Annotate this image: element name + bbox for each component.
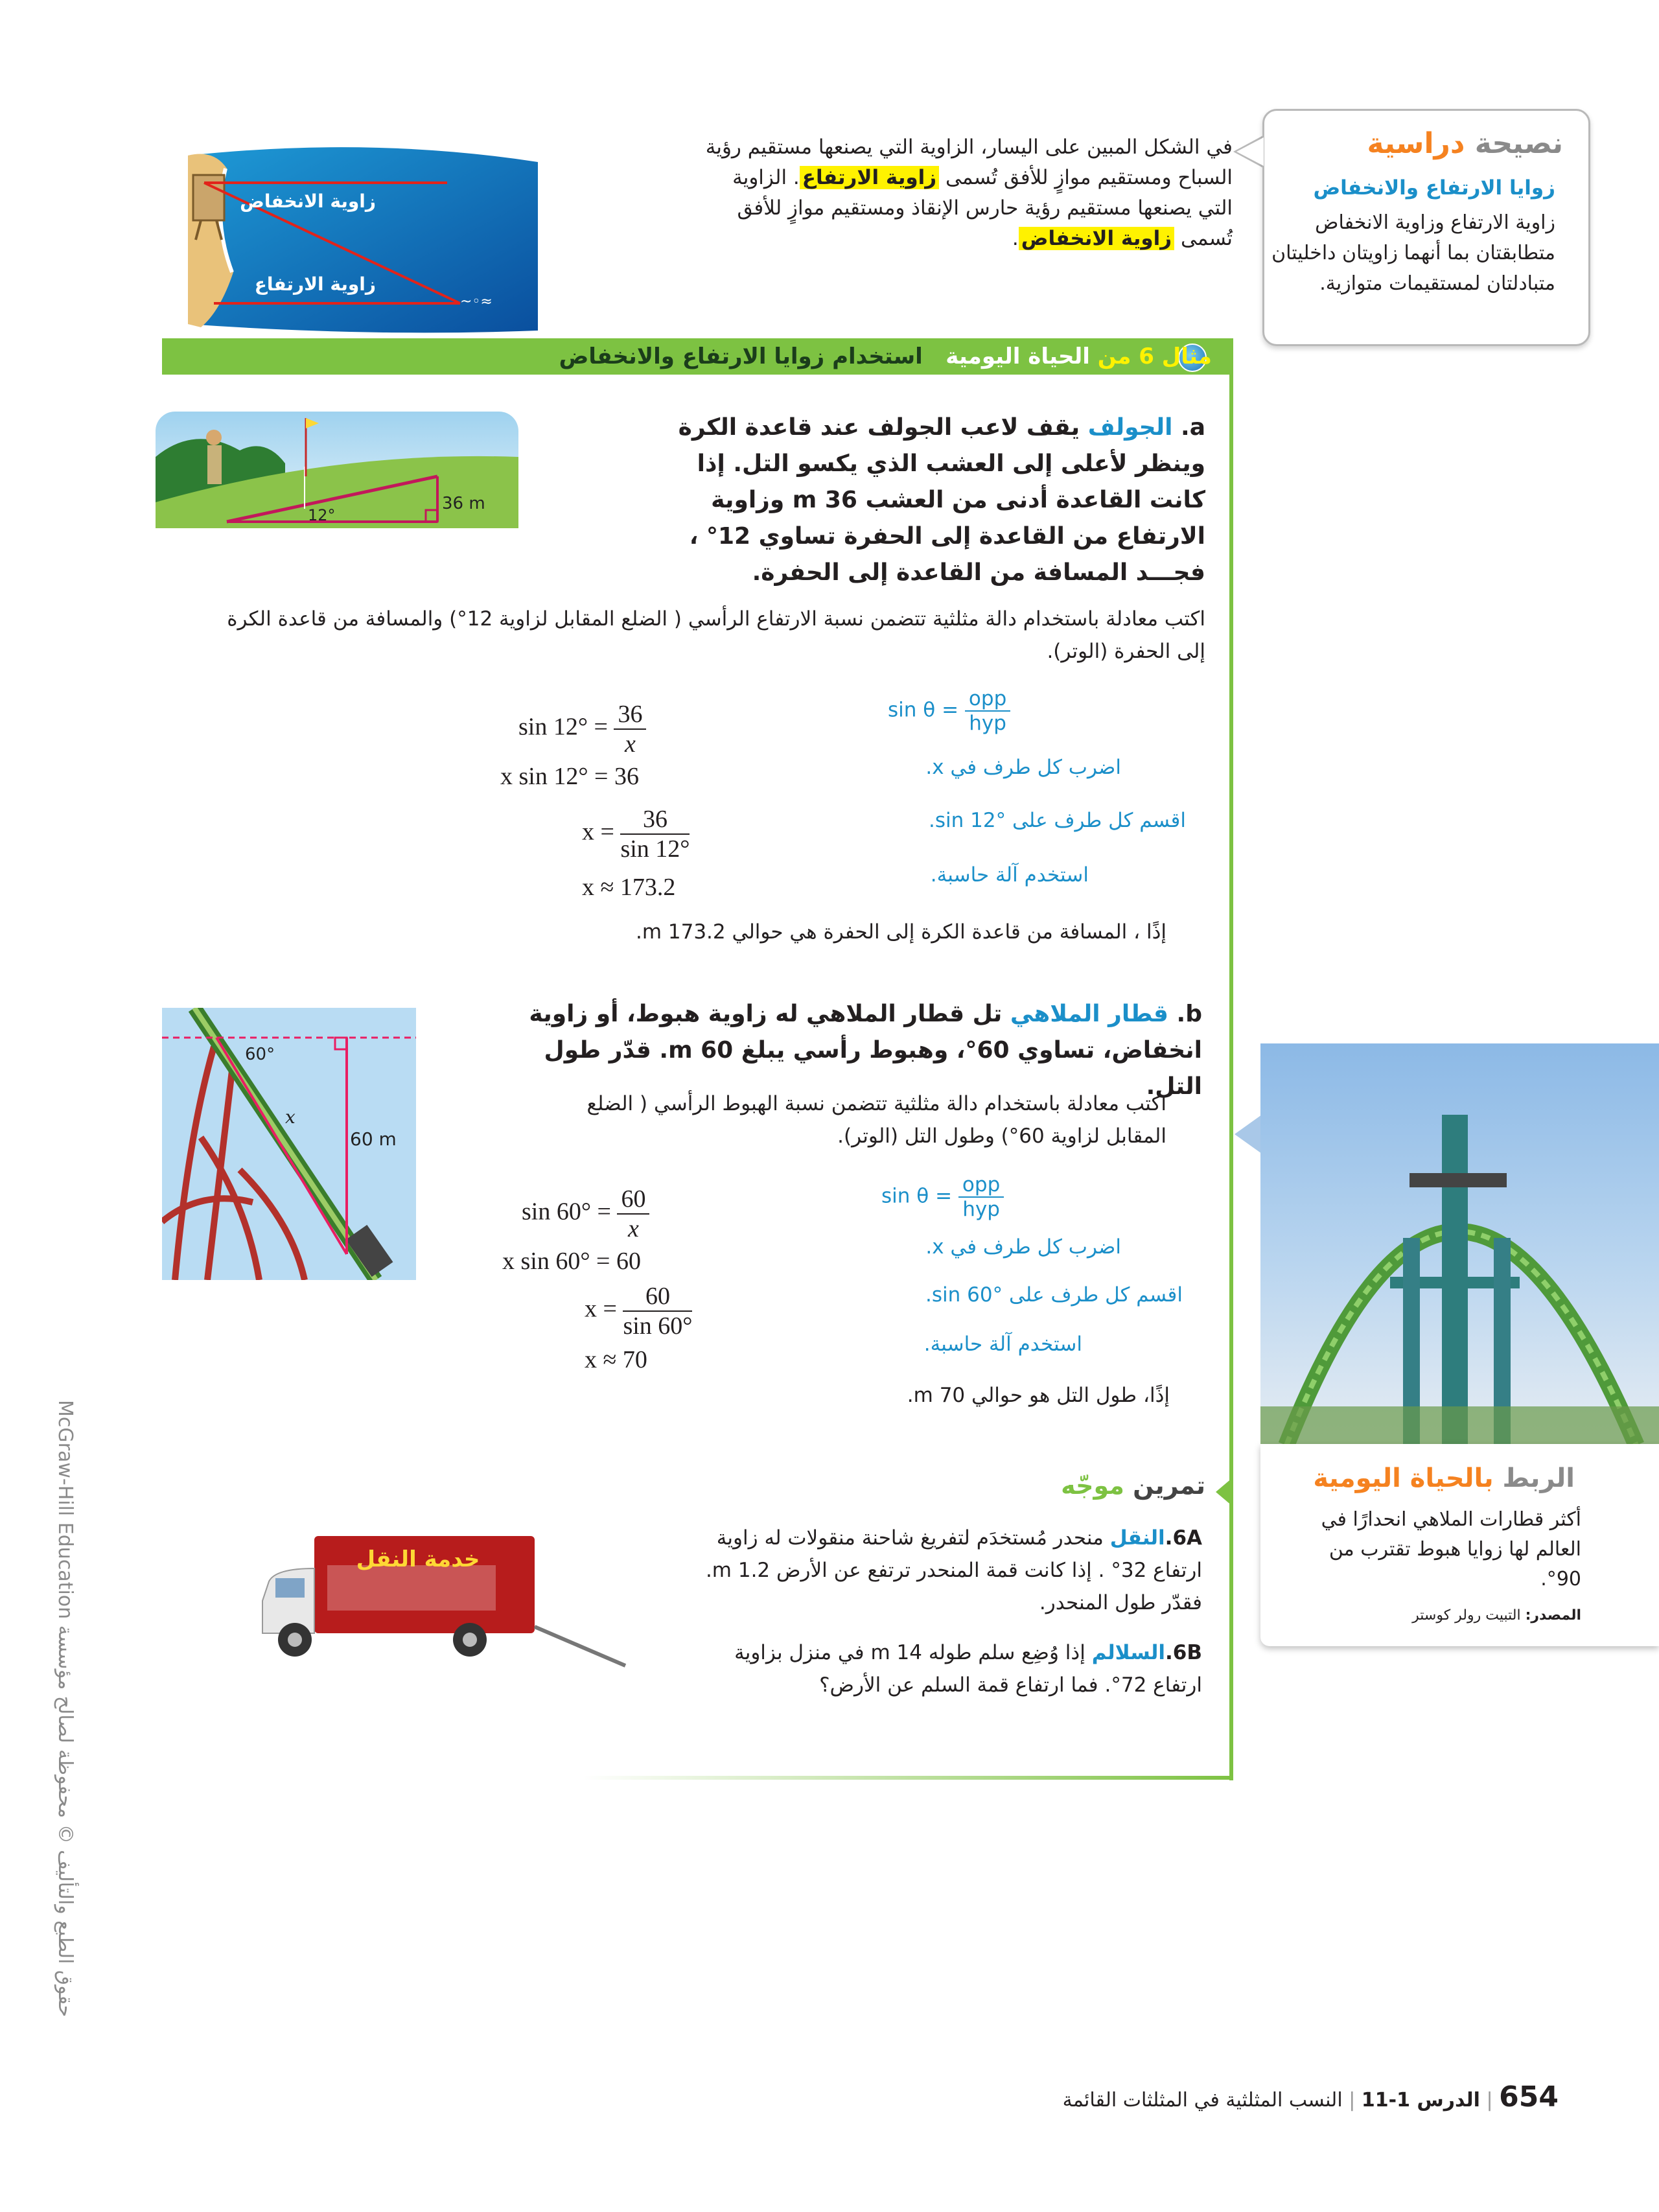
part-b-eq4: x ≈ 70: [585, 1346, 647, 1373]
study-tip-pointer-inner: [1236, 137, 1264, 166]
part-b-conclusion: إذًا، طول التل هو حوالي 70 m.: [907, 1384, 1170, 1407]
part-a-eq1-den: x: [625, 730, 636, 758]
swimmer-icon: ~◦≈: [460, 294, 493, 310]
part-b-step2: اضرب كل طرف في x.: [925, 1235, 1121, 1259]
part-b-eq1-num: 60: [617, 1185, 649, 1215]
truck-window: [275, 1578, 305, 1598]
part-a-step2: اضرب كل طرف في x.: [925, 756, 1121, 779]
label-depression: زاوية الانخفاض: [240, 191, 376, 212]
part-b-step4: استخدم آلة حاسبة.: [923, 1333, 1082, 1356]
part-a-step4: استخدم آلة حاسبة.: [930, 863, 1089, 887]
part-a-eq1-num: 36: [614, 700, 646, 730]
part-a-keyword: الجولف: [1087, 414, 1173, 441]
practice-6a: [684, 1522, 1202, 1619]
part-a-explanation: اكتب معادلة باستخدام دالة مثلثية تتضمن نسبة الارتفاع الرأسي ( الضلع المقابل لزاوية 12°) والمسافة من قاعدة الكرة إلى الحفرة (الوتر).: [227, 607, 1205, 663]
study-tip-title-word1: نصيحة: [1474, 127, 1563, 160]
practice-6b-keyword: السلالم: [1091, 1641, 1166, 1664]
part-a-eq3: [582, 805, 690, 863]
connect-source: [1412, 1607, 1581, 1624]
part-b-keyword: قطار الملاهي: [1010, 1001, 1168, 1027]
part-b-step1-fraction: [958, 1173, 1004, 1221]
coaster-height-label: 60 m: [350, 1128, 397, 1150]
roller-coaster-illustration: [1260, 1043, 1659, 1445]
part-b-eq2: x sin 60° = 60: [502, 1248, 641, 1275]
part-a-letter: a.: [1181, 414, 1205, 441]
guided-practice-word1: تمرين: [1133, 1471, 1205, 1500]
page-number: 654: [1499, 2080, 1559, 2113]
part-a-eq2: x sin 12° = 36: [500, 763, 639, 790]
golf-figure: [156, 412, 518, 528]
part-a-conclusion: إذًا ، المسافة من قاعدة الكرة إلى الحفرة هي حوالي 173.2 m.: [635, 920, 1166, 944]
part-b-step3: اقسم كل طرف على sin 60°.: [925, 1283, 1183, 1307]
connect-title: [1313, 1463, 1575, 1493]
part-b-eq1-fraction: [617, 1185, 649, 1243]
part-a-step3: اقسم كل طرف على sin 12°.: [929, 809, 1186, 832]
example-frame-right: [1229, 338, 1233, 1780]
part-a-step1-fraction: [965, 687, 1010, 735]
copyright-credit: حقوق الطبع والتأليف © محفوظة لصالح مؤسسة McGraw-Hill Education: [54, 1400, 76, 2018]
practice-6a-keyword: النقل: [1109, 1526, 1165, 1550]
part-a-eq3-fraction: [620, 805, 690, 863]
golfer-body: [207, 445, 222, 484]
golf-angle-label: 12°: [308, 506, 336, 524]
example-frame-bottom: [583, 1776, 1233, 1780]
intro-text-1: في الشكل المبين على اليسار، الزاوية التي يصنعها مستقيم رؤية السباح ومستقيم موازٍ للأفق تُسمى: [705, 135, 1233, 189]
lesson-title: النسب المثلثية في المثلثات القائمة: [1062, 2089, 1343, 2112]
practice-6b-number: 6B.: [1165, 1641, 1202, 1664]
part-b-eq1-lhs: sin 60° =: [522, 1198, 611, 1226]
practice-6b-text: إذا وُضِع سلم طوله 14 m في منزل بزاوية ارتفاع 72°. فما ارتفاع قمة السلم عن الأرض؟: [734, 1641, 1202, 1697]
part-a-text: يقف لاعب الجولف عند قاعدة الكرة وينظر لأعلى إلى العشب الذي يكسو التل. إذا كانت القاعدة أدنى من العشب 36 m وزاوية الارتفاع من القاعدة إلى الحفرة تساوي 12° ، فجـــد المسافة من القاعدة إلى الحفرة.: [678, 414, 1205, 586]
part-b-step1-den: hyp: [962, 1198, 1000, 1221]
golf-height-label: 36 m: [442, 494, 485, 513]
part-a-eq3-lhs: x =: [582, 818, 614, 846]
part-a-eq1-lhs: sin 12° =: [518, 713, 608, 741]
intro-paragraph: [701, 132, 1233, 254]
term-angle-of-elevation: زاوية الارتفاع: [800, 166, 939, 189]
guided-practice-arrow-icon: [1216, 1478, 1233, 1506]
connect-pointer: [1235, 1115, 1262, 1154]
label-elevation: زاوية الارتفاع: [254, 274, 376, 295]
lifeguard-figure: [175, 143, 544, 337]
truck-sign-text: خدمة النقل: [356, 1546, 480, 1572]
intro-text-2: . الزاوية التي يصنعها مستقيم رؤية حارس الإنقاذ ومستقيم موازٍ للأفق تُسمى: [732, 166, 1233, 250]
example-title: [559, 338, 1212, 375]
part-b-eq3-fraction: [623, 1282, 692, 1340]
connect-body: أكثر قطارات الملاهي انحدارًا في العالم لها زوايا هبوط تقترب من 90°.: [1321, 1508, 1581, 1590]
part-a-step1: [888, 687, 1010, 735]
coaster-angle-label: 60°: [245, 1045, 275, 1064]
connect-source-label: المصدر:: [1525, 1607, 1581, 1624]
part-b-explanation: اكتب معادلة باستخدام دالة مثلثية تتضمن نسبة الهبوط الرأسي ( الضلع المقابل لزاوية 60°) وطول التل (الوتر).: [586, 1092, 1166, 1148]
study-tip-body: زاوية الارتفاع وزاوية الانخفاض متطابقتان بما أنهما زاويتان داخليتان متبادلتان لمستقيمات متوازية.: [1271, 211, 1555, 295]
study-tip-title-word2: دراسية: [1367, 127, 1465, 160]
guided-practice-title: [1061, 1471, 1205, 1500]
part-b-text: تل قطار الملاهي له زاوية هبوط، أو زاوية انخفاض، تساوي 60°، وهبوط رأسي يبلغ 60 m. قدّر طول التل.: [529, 1001, 1202, 1100]
golfer-head: [206, 430, 222, 445]
part-a-step1-lhs: sin θ =: [888, 698, 959, 722]
part-b-step1-num: opp: [958, 1173, 1004, 1198]
practice-6a-text: منحدر مُستخدَم لتفريغ شاحنة منقولات له زاوية ارتفاع 32° . إذا كانت قمة المنحدر ترتفع عن الأرض 1.2 m. فقدّر طول المنحدر.: [705, 1526, 1202, 1614]
part-b-eq1: [522, 1185, 649, 1243]
connect-title-word2: بالحياة اليومية: [1313, 1463, 1494, 1493]
coaster-figure: [162, 1008, 416, 1280]
part-a-eq4: x ≈ 173.2: [582, 874, 676, 901]
connect-title-word1: الربط: [1502, 1463, 1575, 1493]
example-category: الحياة اليومية: [946, 343, 1090, 369]
part-b-eq3-lhs: x =: [585, 1295, 617, 1323]
roller-coaster-photo: [1260, 1043, 1659, 1445]
part-a-eq3-den: sin 12°: [620, 835, 690, 863]
part-b-eq3: [585, 1282, 692, 1340]
truck-figure: [256, 1530, 632, 1672]
part-a-eq3-num: 36: [620, 805, 690, 835]
study-tip-subtitle: زوايا الارتفاع والانخفاض: [1313, 176, 1555, 200]
part-b-letter: b.: [1176, 1001, 1202, 1027]
coaster-x-label: x: [285, 1106, 296, 1128]
part-b-eq3-den: sin 60°: [623, 1312, 693, 1340]
example-number: مثال 6 من: [1097, 343, 1212, 369]
part-b-eq3-num: 60: [623, 1282, 692, 1312]
part-a-question: [648, 410, 1205, 591]
connect-source-text: التبيت رولر كوستر: [1412, 1607, 1521, 1624]
practice-6b: [710, 1636, 1202, 1701]
part-a-step1-num: opp: [965, 687, 1010, 712]
part-b-step1: [881, 1173, 1004, 1221]
intro-text-3: .: [1012, 227, 1019, 250]
part-a-eq1: [518, 700, 646, 758]
practice-6a-number: 6A.: [1165, 1526, 1202, 1550]
part-a-eq1-fraction: [614, 700, 646, 758]
page-footer: 654 | الدرس 1-11 | النسب المثلثية في المثلثات القائمة: [1062, 2080, 1559, 2113]
example-heading: استخدام زوايا الارتفاع والانخفاض: [559, 343, 923, 369]
truck-ramp: [535, 1627, 625, 1666]
term-angle-of-depression: زاوية الانخفاض: [1019, 227, 1174, 250]
part-a-step1-den: hyp: [969, 712, 1006, 735]
study-tip-title: [1367, 127, 1563, 160]
part-b-step1-lhs: sin θ =: [881, 1184, 953, 1208]
lesson-number: الدرس 1-11: [1361, 2089, 1480, 2112]
part-b-eq1-den: x: [628, 1215, 639, 1242]
guided-practice-word2: موجّه: [1061, 1471, 1124, 1500]
